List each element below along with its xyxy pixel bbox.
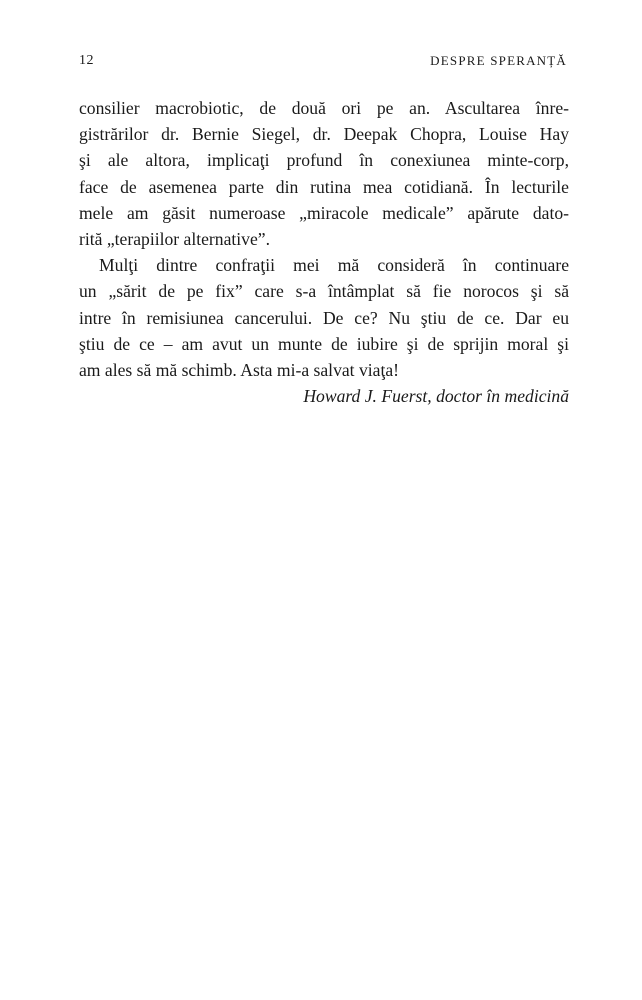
text-line: şi ale altora, implicaţi profund în conexiunea minte-corp, (79, 150, 569, 171)
text-line: face de asemenea parte din rutina mea cotidiană. În lecturile (79, 176, 569, 197)
paragraph-2 (79, 252, 569, 383)
text-line: mele am găsit numeroase „miracole medicale” apărute dato- (79, 202, 569, 223)
body-text (79, 95, 569, 409)
text-line: intre în remisiunea cancerului. De ce? Nu ştiu de ce. Dar eu (79, 307, 569, 328)
text-line: un „sărit de pe fix” care s-a întâmplat să fie norocos şi să (79, 281, 569, 302)
page-header (79, 53, 567, 75)
text-line: consilier macrobiotic, de două ori pe an. Ascultarea înre- (79, 98, 569, 118)
running-title: DESPRE SPERANȚĂ (430, 53, 567, 68)
paragraph-1 (79, 95, 569, 252)
author-signature: Howard J. Fuerst, doctor în medicină (303, 386, 569, 407)
text-line: am ales să mă schimb. Asta mi-a salvat viaţa! (79, 360, 400, 381)
text-line: rită „terapiilor alternative”. (79, 229, 270, 250)
page-number: 12 (79, 53, 94, 68)
text-line: Mulţi dintre confraţii mei mă consideră în continuare (99, 255, 569, 276)
text-line: ştiu de ce – am avut un munte de iubire şi de sprijin moral şi (79, 333, 569, 354)
text-line: gistrărilor dr. Bernie Siegel, dr. Deepak Chopra, Louise Hay (79, 124, 569, 145)
